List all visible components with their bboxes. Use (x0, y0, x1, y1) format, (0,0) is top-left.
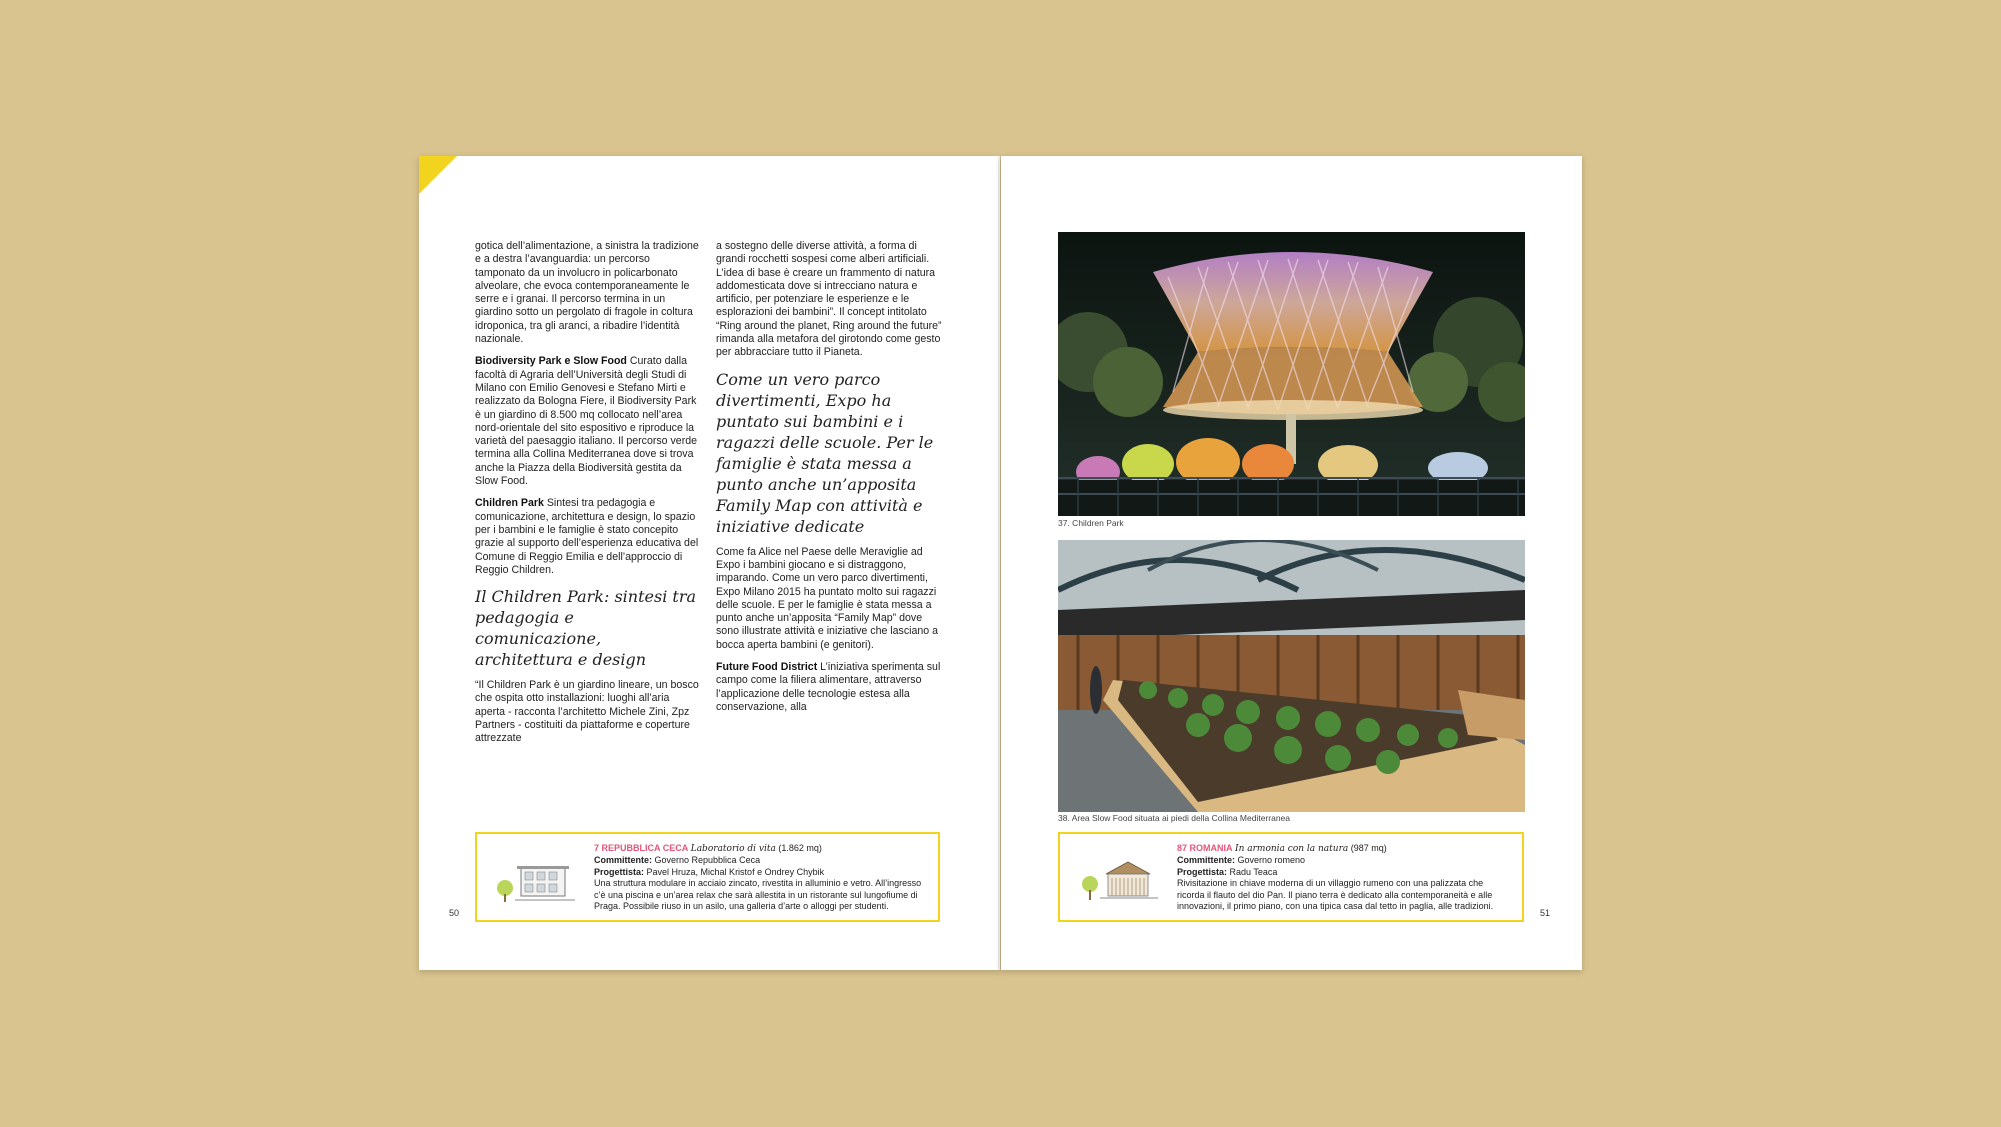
right-page (1001, 156, 1582, 970)
photo-caption: 37. Children Park (1058, 518, 1124, 528)
pavilion-number: 87 (1177, 843, 1188, 853)
section-heading: Future Food District (716, 661, 818, 674)
pavilion-info (1177, 843, 1512, 912)
children-park-image (1058, 232, 1525, 516)
section-text: L’iniziativa sperimenta sul campo come la filiera alimentare, attraverso l’applicazione delle tecnologie estesa alla conservazione, alla (716, 661, 941, 713)
section-text: Sintesi tra pedagogia e comunicazione, architettura e design, lo spazio per i bambini e le famiglie è stato concepito grazie al supporto dell’esperienza educativa del Comune di Reggio Emilia e dell’approccio di Reggio Children. (475, 497, 699, 576)
paragraph: Come fa Alice nel Paese delle Meraviglie ad Expo i bambini giocano e si distraggono, imparando. Come un vero parco divertimenti, Expo Milano 2015 ha puntato molto sui ragazzi delle scuole. E per le famiglie è stata messa a punto anche un’apposita “Family Map” dove sono illustrate attività e iniziative che lasciano a bocca aperta bambini (e genitori). (716, 545, 938, 651)
pull-quote: Come un vero parco divertimenti, Expo ha puntato sui bambini e i ragazzi delle scuole. Per le famiglie è stata messa a punto anche un’apposita Family Map con attività e iniziative dedicate (716, 369, 934, 536)
progettista-value: Radu Teaca (1229, 866, 1278, 877)
committente-line (1177, 855, 1512, 866)
pavilion-info (594, 843, 928, 912)
pavilion-area: (1.862 mq) (778, 843, 822, 853)
committente-label: Committente: (1177, 855, 1235, 866)
pavilion-title-line (594, 843, 928, 855)
slow-food-photo (1058, 540, 1525, 812)
pavilion-description: Rivisitazione in chiave moderna di un villaggio rumeno con una palizzata che ricorda il flauto del dio Pan. Il piano terra è dedicato alla contemporaneità e alle innovazioni, il primo piano, con una tipica casa dal tetto in paglia, alle tradizioni. (1177, 878, 1494, 912)
committente-line (594, 855, 928, 866)
pavilion-info-box (1058, 832, 1524, 922)
paragraph: gotica dell’alimentazione, a sinistra la tradizione e a destra l’avanguardia: un percorso tamponato da un involucro in policarbonato alveolare, che evoca contemporaneamente le serre e i granai. Il percorso termina in un giardino sotto un pergolato di fragole in coltura idroponica, tra gli aranci, a ribadire l’identità nazionale. (475, 240, 699, 346)
slow-food-image (1058, 540, 1525, 812)
pavilion-project: In armonia con la natura (1235, 844, 1349, 854)
section-heading: Biodiversity Park e Slow Food (475, 355, 627, 368)
pavilion-info-box (475, 832, 940, 922)
paragraph-children-park (475, 497, 700, 577)
corner-accent (419, 156, 457, 194)
pull-quote: Il Children Park: sintesi tra pedagogia e comunicazione, architettura e design (475, 587, 697, 670)
left-column (475, 240, 700, 755)
pavilion-illustration (495, 850, 590, 904)
page-number: 51 (1539, 908, 1550, 918)
right-column (716, 240, 942, 723)
committente-value: Governo romeno (1237, 855, 1306, 866)
pavilion-country: REPUBBLICA CECA (601, 843, 689, 853)
pavilion-area: (987 mq) (1350, 843, 1387, 853)
pavilion-description: Una struttura modulare in acciaio zincato, rivestita in alluminio e vetro. All’ingresso c’è una piscina e un’area relax che sarà allestita in un ristorante sul lungofiume di Praga. Possibile riuso in un asilo, una galleria d’arte o alloggi per studenti. (594, 878, 922, 912)
paragraph-future-food (716, 661, 942, 714)
pavilion-country: ROMANIA (1189, 843, 1233, 853)
pavilion-number: 7 (594, 843, 600, 853)
pavilion-title-line (1177, 843, 1512, 855)
committente-value: Governo Repubblica Ceca (654, 855, 761, 866)
photo-caption: 38. Area Slow Food situata ai piedi della Collina Mediterranea (1058, 813, 1290, 823)
progettista-label: Progettista: (594, 866, 645, 877)
section-heading: Children Park (475, 497, 544, 510)
committente-label: Committente: (594, 855, 652, 866)
children-park-photo (1058, 232, 1525, 516)
page-number: 50 (449, 908, 460, 918)
paragraph-biodiversity (475, 355, 700, 488)
progettista-line (594, 867, 928, 878)
paragraph: a sostegno delle diverse attività, a forma di grandi rocchetti sospesi come alberi artificiali. L’idea di base è creare un frammento di natura addomesticata dove si intrecciano natura e artificio, per potenziare le esperienze e le esplorazioni dei bambini”. Il concept intitolato “Ring around the planet, Ring around the future” rimanda alla metafora del girotondo come gesto per abbracciare tutto il Pianeta. (716, 240, 942, 359)
section-text: Curato dalla facoltà di Agraria dell’Università degli Studi di Milano con Emilio Genovesi e Stefano Mirti e realizzato da Bologna Fiere, il Biodiversity Park è un giardino di 8.500 mq collocato nell’area nord-orientale del sito espositivo e riproduce la varietà del paesaggio italiano. Il percorso verde termina alla Collina Mediterranea dove si trova anche la Piazza della Biodiversità gestita da Slow Food. (475, 355, 698, 488)
progettista-value: Pavel Hruza, Michal Kristof e Ondrey Chybik (646, 866, 825, 877)
pavilion-project: Laboratorio di vita (690, 844, 776, 854)
paragraph: “Il Children Park è un giardino lineare, un bosco che ospita otto installazioni: luoghi all’aria aperta - racconta l’architetto Michele Zini, Zpz Partners - costituiti da piattaforme e coperture attrezzate (475, 679, 699, 745)
progettista-line (1177, 867, 1512, 878)
left-page (419, 156, 1000, 970)
pavilion-illustration (1078, 850, 1173, 904)
progettista-label: Progettista: (1177, 866, 1228, 877)
